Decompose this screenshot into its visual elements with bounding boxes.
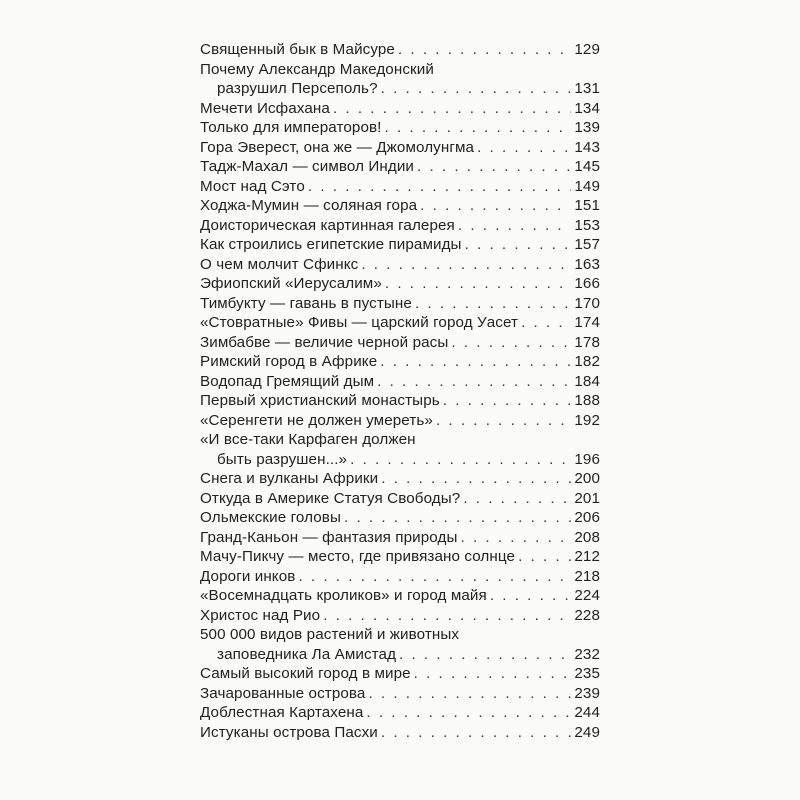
toc-entry-title: Гранд-Каньон — фантазия природы	[200, 528, 458, 546]
toc-entry	[200, 430, 600, 469]
toc-page-number: 206	[574, 509, 600, 526]
toc-page-number: 208	[574, 528, 600, 546]
toc-entry	[200, 216, 600, 236]
toc-entry-line	[200, 118, 600, 138]
toc-entry	[200, 138, 600, 158]
toc-entry-line	[200, 469, 600, 489]
toc-entry-line	[200, 294, 600, 314]
toc-page-number: 182	[574, 353, 600, 370]
toc-entry	[200, 235, 600, 255]
dot-leader	[381, 469, 571, 489]
toc-entry	[200, 313, 600, 333]
toc-entry-title: Священный бык в Майсуре	[200, 41, 395, 58]
toc-entry-title: Как строились египетские пирамиды	[200, 236, 462, 253]
toc-entry	[200, 508, 600, 528]
toc-entry-line	[200, 645, 600, 665]
dot-leader	[385, 274, 571, 294]
dot-leader	[417, 157, 571, 177]
toc-page-number: 134	[574, 99, 600, 117]
dot-leader	[308, 177, 571, 197]
toc-entry-line	[200, 723, 600, 743]
toc-entry-title: Водопад Гремящий дым	[200, 372, 375, 390]
dot-leader	[366, 703, 571, 723]
toc-entry-line	[200, 606, 600, 626]
toc-entry-line	[200, 625, 600, 645]
toc-page-number: 201	[574, 489, 600, 507]
toc-entry-title: Тимбукту — гавань в пустыне	[200, 294, 412, 312]
toc-entry-title: Дороги инков	[200, 567, 296, 585]
dot-leader	[443, 391, 572, 411]
toc-page-number: 196	[574, 450, 600, 468]
toc-entry-title: Почему Александр Македонский	[200, 60, 434, 78]
toc-entry-line	[200, 274, 600, 294]
toc-entry-line	[200, 430, 600, 450]
toc-entry-line	[200, 138, 600, 158]
dot-leader	[368, 684, 571, 704]
toc-entry-title: Тадж-Махал — символ Индии	[200, 158, 414, 175]
dot-leader	[381, 79, 572, 99]
toc-entry-title: Доисторическая картинная галерея	[200, 216, 455, 234]
toc-page-number: 174	[574, 314, 600, 331]
toc-entry-line	[200, 255, 600, 275]
toc-page-number: 224	[574, 587, 600, 604]
toc-page-number: 129	[574, 41, 600, 58]
toc-page-number: 184	[574, 372, 600, 390]
toc-entry-line	[200, 508, 600, 528]
toc-entry-line	[200, 313, 600, 333]
toc-page-number: 244	[574, 704, 600, 721]
toc-page-number: 157	[574, 236, 600, 253]
dot-leader	[344, 508, 571, 528]
toc-entry	[200, 547, 600, 567]
toc-entry	[200, 255, 600, 275]
toc-entry	[200, 352, 600, 372]
toc-entry	[200, 567, 600, 587]
toc-entry	[200, 40, 600, 60]
dot-leader	[463, 489, 571, 509]
toc-entry-title: Ольмекские головы	[200, 509, 341, 526]
toc-entry-title: Эфиопский «Иерусалим»	[200, 275, 382, 292]
toc-entry-line	[200, 157, 600, 177]
dot-leader	[399, 645, 571, 665]
toc-page-number: 228	[574, 606, 600, 624]
dot-leader	[377, 372, 571, 392]
toc-entry-line	[200, 391, 600, 411]
toc-entry-line	[200, 450, 600, 470]
toc-entry-title: Зачарованные острова	[200, 684, 366, 702]
toc-page-number: 178	[574, 333, 600, 351]
toc-page-number: 200	[574, 470, 600, 487]
toc-entry-line	[200, 567, 600, 587]
toc-entry-line	[200, 703, 600, 723]
toc-entry	[200, 469, 600, 489]
toc-entry-title: 500 000 видов растений и животных	[200, 626, 460, 643]
toc-entry	[200, 489, 600, 509]
toc-page-number: 143	[574, 138, 600, 156]
toc-entry	[200, 294, 600, 314]
dot-leader	[414, 664, 572, 684]
dot-leader	[350, 450, 571, 470]
toc-page-number: 188	[574, 392, 600, 409]
toc-page-number: 192	[574, 411, 600, 429]
toc-entry-line	[200, 586, 600, 606]
dot-leader	[398, 40, 571, 60]
toc-entry-title: Зимбабве — величие черной расы	[200, 333, 449, 351]
toc-entry-line	[200, 411, 600, 431]
toc-entry-line	[200, 333, 600, 353]
toc-entry	[200, 333, 600, 353]
toc-entry-line	[200, 489, 600, 509]
dot-leader	[361, 255, 571, 275]
toc-entry	[200, 372, 600, 392]
toc-entry-line	[200, 684, 600, 704]
toc-entry-title: Откуда в Америке Статуя Свободы?	[200, 489, 461, 507]
toc-entry	[200, 703, 600, 723]
toc-entry-title: «Восемнадцать кроликов» и город майя	[200, 587, 487, 604]
dot-leader	[451, 333, 571, 353]
toc-page-number: 145	[574, 158, 600, 175]
dot-leader	[381, 723, 571, 743]
toc-page-number: 212	[574, 548, 600, 565]
dot-leader	[298, 567, 571, 587]
toc-page-number: 166	[574, 275, 600, 292]
toc-page-number: 131	[574, 80, 600, 97]
toc-entry-line	[200, 99, 600, 119]
toc-entry	[200, 157, 600, 177]
toc-page-number: 139	[574, 119, 600, 136]
toc-entry-title: Только для императоров!	[200, 119, 382, 136]
toc-entry	[200, 625, 600, 664]
dot-leader	[490, 586, 572, 606]
dot-leader	[420, 196, 571, 216]
toc-entry-line	[200, 528, 600, 548]
toc-page-number: 170	[574, 294, 600, 312]
toc-entry-line	[200, 664, 600, 684]
dot-leader	[385, 118, 572, 138]
toc-entry-title: разрушил Персеполь?	[217, 80, 378, 97]
toc-entry	[200, 664, 600, 684]
dot-leader	[458, 216, 571, 236]
toc-entry	[200, 528, 600, 548]
toc-entry-title: Доблестная Картахена	[200, 704, 364, 721]
toc-entry	[200, 606, 600, 626]
toc-entry-title: Гора Эверест, она же — Джомолунгма	[200, 138, 475, 156]
toc-page-number: 232	[574, 645, 600, 663]
toc-entry-line	[200, 40, 600, 60]
toc-entry-title: Снега и вулканы Африки	[200, 470, 379, 487]
toc-entry-line	[200, 79, 600, 99]
toc-entry-title: «Стовратные» Фивы — царский город Уасет	[200, 314, 519, 331]
toc-entry-line	[200, 177, 600, 197]
toc-entry-title: заповедника Ла Амистад	[217, 645, 397, 663]
toc-entry	[200, 60, 600, 99]
table-of-contents	[200, 40, 600, 742]
toc-entry-title: Христос над Рио	[200, 606, 321, 624]
toc-entry-title: О чем молчит Сфинкс	[200, 255, 359, 273]
toc-page-number: 151	[574, 197, 600, 214]
toc-entry-title: Римский город в Африке	[200, 353, 378, 370]
toc-entry	[200, 411, 600, 431]
dot-leader	[323, 606, 571, 626]
toc-page-number: 153	[574, 216, 600, 234]
toc-entry	[200, 274, 600, 294]
dot-leader	[465, 235, 572, 255]
dot-leader	[518, 547, 571, 567]
dot-leader	[333, 99, 571, 119]
toc-entry-line	[200, 547, 600, 567]
toc-entry-line	[200, 196, 600, 216]
toc-entry-line	[200, 216, 600, 236]
dot-leader	[415, 294, 571, 314]
toc-entry-title: Мост над Сэто	[200, 177, 305, 195]
toc-entry-title: Первый христианский монастырь	[200, 392, 440, 409]
toc-entry	[200, 196, 600, 216]
toc-entry-title: Мачу-Пикчу — место, где привязано солнце	[200, 548, 516, 565]
dot-leader	[521, 313, 571, 333]
toc-entry-title: быть разрушен...»	[217, 450, 348, 468]
toc-entry	[200, 723, 600, 743]
toc-page-number: 163	[574, 255, 600, 273]
toc-entry	[200, 391, 600, 411]
dot-leader	[461, 528, 572, 548]
toc-page-number: 218	[574, 567, 600, 585]
dot-leader	[477, 138, 571, 158]
toc-entry	[200, 684, 600, 704]
toc-entry-line	[200, 235, 600, 255]
toc-entry-line	[200, 372, 600, 392]
toc-entry-line	[200, 352, 600, 372]
dot-leader	[380, 352, 571, 372]
toc-entry	[200, 177, 600, 197]
toc-entry-title: «И все-таки Карфаген должен	[200, 431, 416, 448]
dot-leader	[436, 411, 571, 431]
toc-page-number: 249	[574, 723, 600, 741]
toc-entry	[200, 586, 600, 606]
toc-page-number: 149	[574, 177, 600, 195]
toc-entry-title: «Серенгети не должен умереть»	[200, 411, 433, 429]
toc-page-number: 239	[574, 684, 600, 702]
toc-entry-title: Мечети Исфахана	[200, 99, 330, 117]
toc-entry	[200, 99, 600, 119]
toc-entry	[200, 118, 600, 138]
toc-entry-title: Самый высокий город в мире	[200, 665, 411, 682]
toc-entry-title: Истуканы острова Пасхи	[200, 723, 378, 741]
toc-entry-line	[200, 60, 600, 80]
toc-entry-title: Ходжа-Мумин — соляная гора	[200, 197, 418, 214]
toc-page-number: 235	[574, 665, 600, 682]
